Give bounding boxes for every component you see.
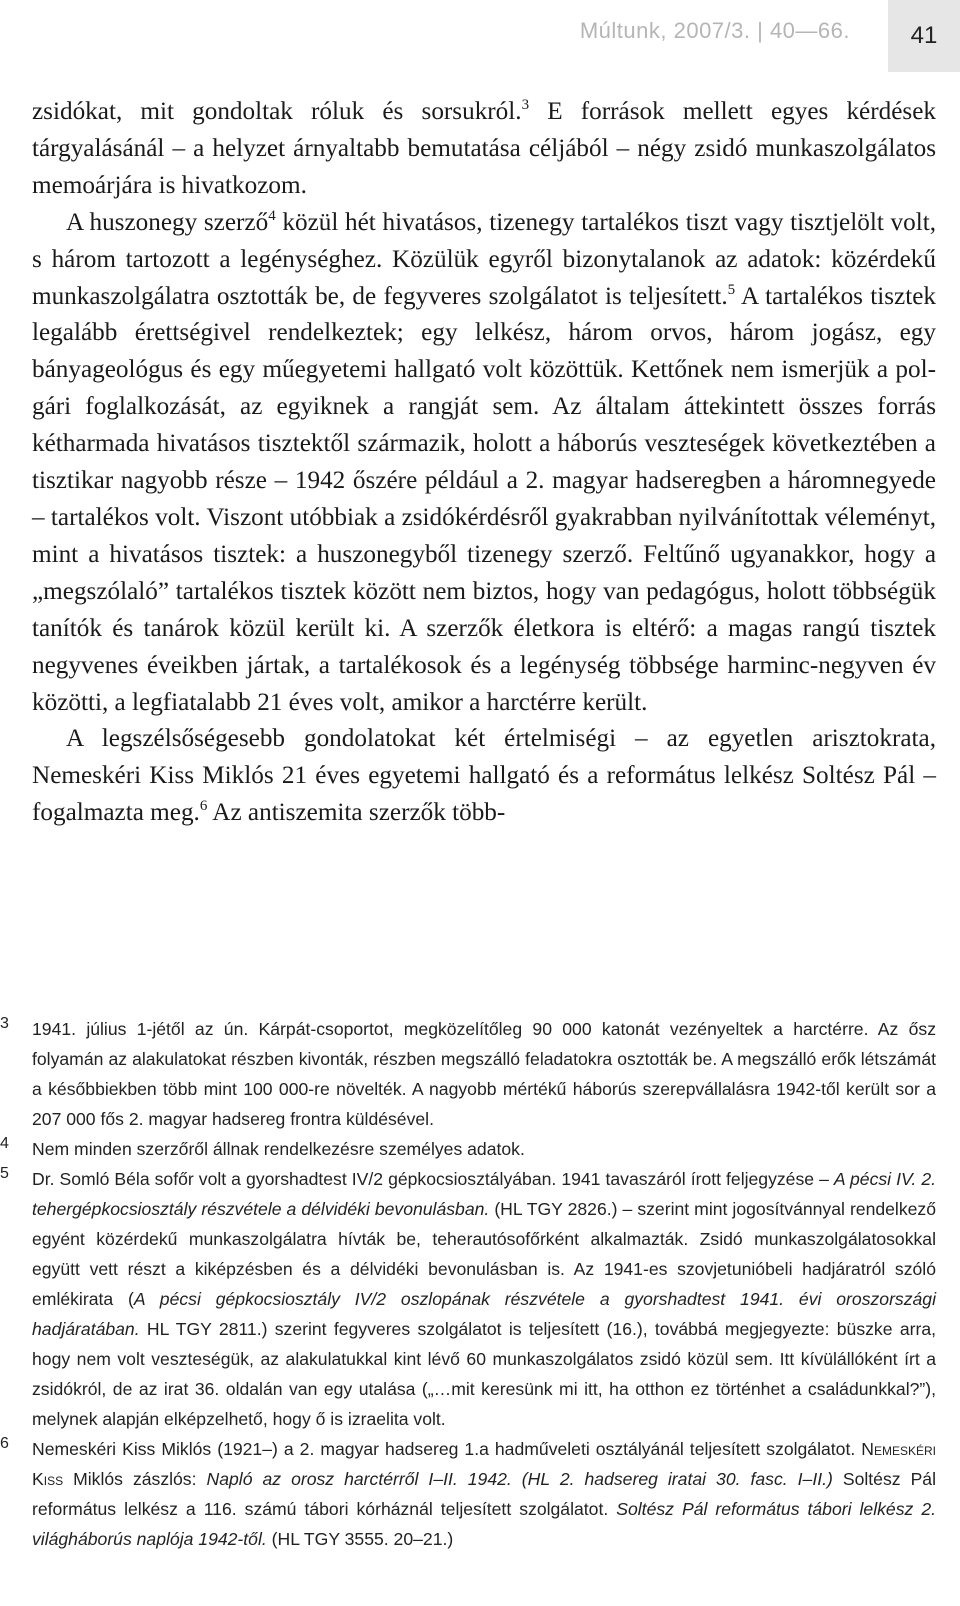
paragraph: A huszonegy szerző$^4$ közül hét hivatásos, tizenegy tartalékos tiszt vagy tisztjelölt volt, s három tartozott a legénységhez. Közülük egyről bizonytalanok az adatok: közérdekű munkaszolgálatra osztották be, de fegyveres szolgálatot is teljesített.$^5$ A tartalékos tisztek legalább érettségivel rendelkeztek; egy lelkész, három orvos, három jogász, egy bányageológus és egy műegyetemi hallgató volt közöttük. Kettőnek nem ismerjük a polgári foglalkozását, az egyiknek a rangját sem. Az általam áttekintett összes forrás kétharmada hivatásos tisztektől származik, holott a háborús veszteségek következtében a tisztikar nagyobb része – 1942 őszére például a 2. magyar hadseregben a háromnegyede – tartalékos volt. Viszont utóbbiak a zsidókérdésről gyakrabban nyilvánítottak véleményt, mint a hivatásos tisztek: a huszonegyből tizenegy szerző. Feltűnő ugyanakkor, hogy a „megszólaló” tartalékos tisztek között nem biztos, hogy van pedagógus, holott többségük tanítók és tanárok közül került ki. A szerzők életkora is eltérő: a magas rangú tisztek negyvenes éveikben jártak, a tartalékosok és a legénység többsége harminc-negyven év közötti, a legfiatalabb 21 éves volt, amikor a harctérre került. xyxy=(32,207,936,716)
footnote-number: 6 xyxy=(0,1435,9,1452)
footnote: 6 Nemeskéri Kiss Miklós (1921–) a 2. magyar hadsereg 1.a hadműveleti osztályánál teljesített szolgálatot. Nemeskéri Kiss Miklós zászlós: Napló az orosz harctérről I–II. 1942. (HL 2. hadsereg iratai 30. fasc. I–II.) Soltész Pál református lelkész a 116. számú tábori kórháznál teljesített szolgálatot. Soltész Pál református tábori lelkész 2. világháborús naplója 1942-től. (HL TGY 3555. 20–21.) xyxy=(0,1434,960,1554)
paragraph: zsidókat, mit gondoltak róluk és sorsukról.$^3$ E források mellett egyes kérdések tárgyalásánál – a helyzet árnyaltabb bemutatása céljából – négy zsidó munkaszolgálatos memoárjára is hivatkozom. xyxy=(32,97,936,199)
footnote xyxy=(0,1014,960,1134)
footnote-number: 5 xyxy=(0,1165,9,1182)
footnote xyxy=(0,1134,960,1164)
page-header xyxy=(0,0,960,70)
footnote-number: 3 xyxy=(0,1015,9,1032)
footnote-text: 1941. július 1-jétől az ún. Kárpát-csoportot, megközelítőleg 90 000 katonát vezényeltek a harctérre. Az ősz folyamán az alakulatokat részben kivonták, részben megszálló feladatokra osztották be. A megszálló erők létszámát a későbbiekben több mint 100 000-re növelték. A nagyobb mértékű háborús szerepvállalásra 1942-től került sor a 207 000 fős 2. magyar hadsereg frontra küldésével. xyxy=(32,1019,936,1129)
footnote-ref[interactable]: 6 xyxy=(199,798,208,815)
paragraph: A legszélsőségesebb gondolatokat két értelmiségi – az egyetlen arisztokrata, Nemeskéri Kiss Miklós 21 éves egyetemi hallgató és a református lelkész Soltész Pál – fogalmazta meg.$^6$ Az antiszemita szerzők több- xyxy=(32,725,936,827)
cited-title: Napló az orosz harctérről I–II. 1942. (HL 2. hadsereg iratai 30. fasc. I–II.) xyxy=(206,1469,833,1489)
author-name: Nemeskéri Kiss xyxy=(32,1439,936,1489)
footnote: 5 Dr. Somló Béla sofőr volt a gyorshadtest IV/2 gépkocsiosztályában. 1941 tavaszáról írott feljegyzése – A pécsi IV. 2. tehergépkocsiosztály részvétele a délvidéki bevonulásban. (HL TGY 2826.) – szerint mint jogosítvánnyal rendelkező egyént közérdekű munkaszolgálatra hívták be, teherautósofőrként alkalmazták. Zsidó munkaszolgálatosokkal együtt vett részt a kiképzésben és a délvidéki bevonulásban is. Az 1941-es szovjetunióbeli hadjáratról szóló emlékirata (A pécsi gépkocsiosztály IV/2 oszlopának részvétele a gyorshadtest 1941. évi oroszországi hadjáratában. HL TGY 2811.) szerint fegyveres szolgálatot is teljesített (16.), továbbá megjegyezte: büszke arra, hogy nem volt veszteségük, az alakulatukkal kint lévő 60 munkaszolgálatos zsidó közül sem. Itt kívülállóként írt a zsidókról, de az irat 36. oldalán van egy utalása („…mit keresünk mi itt, ha otthon ez történhet a családunkkal?”), melynek alapján elképzelhető, hogy ő is izraelita volt. xyxy=(0,1164,960,1434)
page-number: 41 xyxy=(888,0,960,72)
footnote-ref[interactable]: 5 xyxy=(727,281,736,298)
cited-title: A pécsi gépkocsiosztály IV/2 oszlopának részvétele a gyorshadtest 1941. évi oroszországi hadjáratában. xyxy=(32,1289,937,1339)
footnote-text: Nem minden szerzőről állnak rendelkezésre személyes adatok. xyxy=(32,1139,525,1159)
cited-title: Soltész Pál református tábori lelkész 2. világháborús naplója 1942-től. xyxy=(32,1499,936,1549)
main-text xyxy=(32,94,936,832)
running-head: Múltunk, 2007/3. | 40—66. xyxy=(579,18,850,43)
footnote-ref[interactable]: 3 xyxy=(521,97,530,113)
footnote-number: 4 xyxy=(0,1135,9,1152)
footnotes xyxy=(0,1014,960,1554)
footnote-ref[interactable]: 4 xyxy=(268,207,276,224)
cited-title: A pécsi IV. 2. tehergépkocsiosztály részvétele a délvidéki bevonulásban. xyxy=(32,1169,936,1219)
